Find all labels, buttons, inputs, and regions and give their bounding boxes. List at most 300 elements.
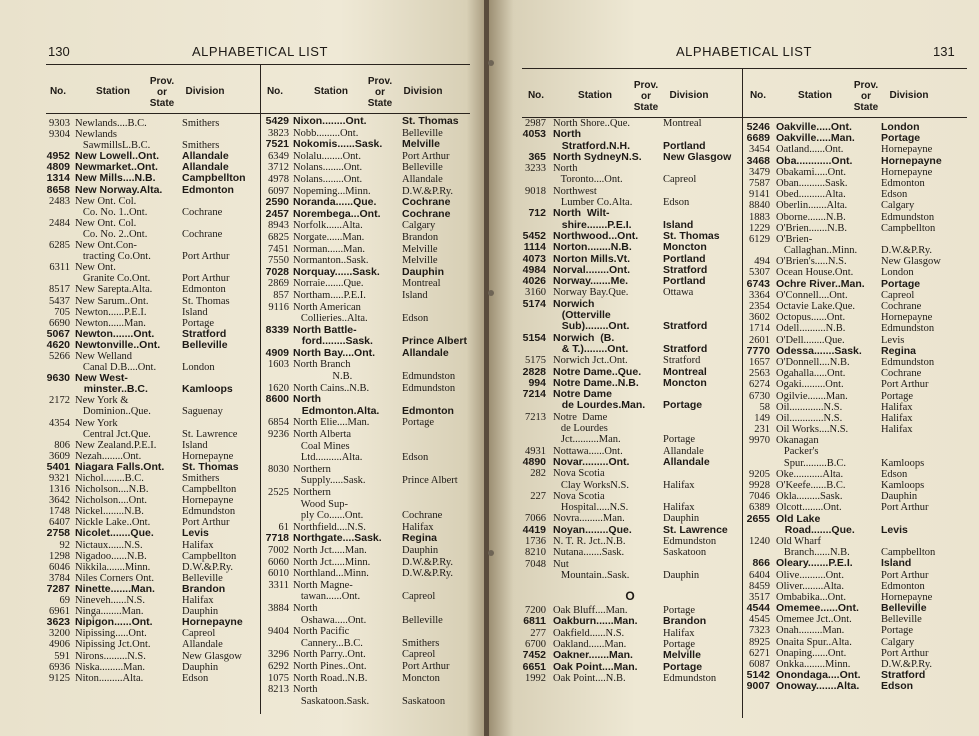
station-name: Oba............Ont.	[776, 154, 853, 167]
station-number: 7046	[749, 491, 770, 503]
station-entry	[44, 395, 258, 417]
header-division: Division	[403, 86, 443, 97]
station-name: de Lourdes.Man.	[553, 399, 646, 412]
station-name: & T.)........Ont.	[553, 342, 629, 355]
station-number: 6060	[268, 556, 289, 568]
division-name: Dauphin	[402, 265, 444, 278]
division-name: Saskatoon	[402, 695, 446, 707]
station-name: New Mills....N.B.	[75, 172, 156, 185]
entry-line	[263, 209, 475, 221]
station-name: Niles Corners Ont.	[75, 572, 155, 584]
station-entry	[744, 301, 976, 312]
entry-line	[520, 412, 740, 423]
division-name: Cochrane	[881, 301, 922, 312]
station-name: North	[293, 684, 318, 696]
station-name: Novra.........Man.	[553, 513, 625, 525]
station-number: 9304	[49, 129, 70, 141]
station-name: Hospital.....N.S.	[553, 502, 629, 514]
division-name: Allandale	[182, 150, 229, 163]
station-entry	[44, 462, 258, 473]
entry-line	[263, 232, 475, 244]
station-entry	[263, 464, 475, 487]
entry-line	[744, 323, 976, 334]
station-number: 6274	[749, 379, 770, 391]
station-entry	[44, 307, 258, 318]
entry-line	[263, 696, 475, 708]
entry-line	[44, 185, 258, 196]
division-name: Belleville	[402, 614, 443, 626]
station-entry	[44, 673, 258, 684]
station-number: 2354	[749, 301, 770, 312]
station-number: 6407	[49, 517, 70, 529]
station-entry	[520, 457, 740, 468]
station-name: Norgate......Man.	[293, 231, 365, 243]
station-name: tracting Co.Ont.	[75, 251, 151, 263]
station-name: Okla.........Sask.	[776, 491, 843, 503]
station-name: Collieries..Alta.	[293, 313, 368, 325]
division-name: Portage	[881, 277, 921, 290]
station-name: Ocean House.Ont.	[776, 267, 854, 279]
station-entry	[520, 299, 740, 333]
division-name: Portage	[402, 417, 435, 429]
station-entry	[263, 533, 475, 545]
entry-line	[520, 163, 740, 174]
station-name: Oil.............N.S.	[776, 412, 843, 424]
station-name: Norway Bay.Que.	[553, 287, 629, 299]
division-name: Edmundston	[663, 535, 717, 547]
station-name: Oak Point....Man.	[553, 660, 638, 673]
station-number: 857	[273, 289, 289, 301]
station-name: O'Brien's.....N.S.	[776, 256, 847, 268]
header-prov: Prov.	[853, 80, 879, 91]
entry-line	[44, 395, 258, 406]
entry-line	[263, 116, 475, 128]
entry-line	[520, 321, 740, 332]
station-entry	[744, 234, 976, 256]
station-name: North Alberta	[293, 429, 352, 441]
division-name: New Glasgow	[881, 256, 941, 268]
station-number: 806	[54, 439, 70, 451]
station-number: 7214	[522, 388, 546, 401]
station-entry	[44, 185, 258, 196]
station-name: Northern	[293, 487, 331, 498]
station-entry	[744, 323, 976, 334]
station-number: 1316	[49, 484, 70, 496]
station-name: Road.......Que.	[776, 523, 855, 536]
station-name: Stratford.N.H.	[553, 139, 631, 152]
station-number: 61	[278, 521, 289, 533]
station-entry	[44, 595, 258, 606]
station-number: 6292	[268, 660, 289, 672]
station-entry	[263, 580, 475, 603]
station-entry	[744, 625, 976, 636]
station-name: Northfield....N.S.	[293, 521, 366, 533]
division-name: Kamloops	[881, 480, 925, 491]
entry-line	[44, 595, 258, 606]
header-state: State	[149, 98, 175, 109]
entry-line	[44, 473, 258, 484]
entry-line	[520, 152, 740, 163]
station-name: Niagara Falls.Ont.	[75, 460, 165, 473]
station-entry	[744, 167, 976, 178]
division-name: Hornepayne	[881, 312, 933, 324]
station-name: Supply.....Sask.	[293, 475, 366, 487]
division-name: Dauphin	[663, 569, 700, 581]
entry-line	[744, 603, 976, 614]
station-number: 9970	[749, 435, 770, 447]
division-name: Moncton	[402, 672, 440, 684]
station-entry	[744, 514, 976, 536]
station-entry	[744, 368, 976, 379]
station-entry	[263, 348, 475, 360]
header-state: State	[853, 102, 879, 113]
station-name: New York &	[75, 395, 129, 407]
entry-line	[44, 462, 258, 473]
station-name: Old Lake	[776, 512, 821, 525]
left-page-number: 130	[48, 44, 70, 59]
division-name: Portage	[182, 317, 215, 329]
division-name: Halifax	[881, 401, 913, 413]
division-name: Calgary	[881, 200, 915, 212]
division-name: Halifax	[881, 412, 913, 424]
station-entry	[44, 340, 258, 351]
station-entry	[744, 267, 976, 278]
division-name: Saguenay	[182, 406, 223, 418]
station-number: 4545	[749, 614, 770, 626]
station-number: 6129	[749, 233, 770, 245]
station-number: 7200	[525, 605, 546, 617]
station-number: 282	[530, 468, 546, 480]
station-name: North	[553, 163, 578, 175]
entry-line	[520, 242, 740, 253]
station-number: 8600	[265, 393, 289, 406]
station-number: 5067	[46, 327, 70, 340]
right-running-title: ALPHABETICAL LIST	[676, 44, 812, 59]
station-number: 6854	[268, 417, 289, 429]
station-name: Norembega...Ont.	[293, 207, 381, 220]
division-name: Levis	[182, 527, 209, 540]
station-entry	[744, 681, 976, 692]
station-name: Nova Scotia	[553, 468, 605, 480]
station-entry	[263, 661, 475, 673]
station-number: 5174	[522, 297, 546, 310]
entry-line	[520, 662, 740, 673]
division-name: St. Thomas	[402, 115, 459, 127]
entry-line	[263, 290, 475, 302]
division-name: Halifax	[402, 521, 434, 533]
station-entry	[44, 173, 258, 184]
station-name: O'Donnell....N.B.	[776, 356, 850, 368]
station-name: Onah.........Man.	[776, 625, 845, 637]
station-number: 4978	[268, 173, 289, 185]
division-name: Kamloops	[182, 383, 233, 396]
entry-line	[263, 348, 475, 360]
station-entry	[744, 256, 976, 267]
station-entry	[263, 684, 475, 707]
station-number: 591	[54, 650, 70, 662]
division-name: Halifax	[182, 595, 214, 607]
entry-line	[744, 256, 976, 267]
division-name: Dauphin	[182, 606, 219, 618]
station-name: ford........Sask.	[293, 335, 373, 348]
division-name: Hornepayne	[182, 450, 234, 462]
station-entry	[44, 506, 258, 517]
station-name: Onaita Spur..Alta.	[776, 636, 852, 648]
station-number: 3712	[268, 162, 289, 174]
division-name: Prince Albert	[402, 475, 458, 487]
station-name: Odell..........N.B.	[776, 323, 846, 335]
station-number: 231	[754, 424, 770, 436]
division-name: Montreal	[663, 118, 702, 129]
station-number: 3823	[268, 127, 289, 139]
division-name: St. Thomas	[182, 295, 230, 307]
division-name: Moncton	[663, 376, 707, 389]
division-name: Allandale	[182, 161, 229, 174]
division-name: Portland	[663, 139, 706, 152]
station-name: Odessa.......Sask.	[776, 344, 862, 357]
entry-line	[44, 229, 258, 240]
division-name: Port Arthur	[881, 569, 929, 581]
entry-line	[744, 536, 976, 547]
station-entry	[520, 276, 740, 287]
division-name: Belleville	[402, 127, 443, 139]
station-entry	[263, 116, 475, 128]
entry-line	[744, 279, 976, 290]
station-entry	[44, 196, 258, 218]
station-number: 7770	[746, 344, 770, 357]
entry-line	[263, 302, 475, 314]
station-entry	[263, 603, 475, 626]
station-name: Oakburn......Man.	[553, 615, 638, 628]
station-entry	[520, 208, 740, 231]
station-entry	[263, 290, 475, 302]
station-name: Co. No. 1..Ont.	[75, 206, 148, 218]
station-entry	[263, 325, 475, 348]
station-name: New Norway.Alta.	[75, 183, 163, 196]
station-number: 2601	[749, 334, 770, 346]
entry-line	[263, 499, 475, 511]
station-name: New Zealand.P.E.I.	[75, 439, 157, 451]
division-name: Campbellton	[881, 222, 936, 234]
station-entry	[44, 528, 258, 539]
station-number: 705	[54, 306, 70, 318]
station-number: 6389	[749, 502, 770, 514]
division-name: Port Arthur	[182, 273, 230, 285]
station-name: Newton......P.E.I.	[75, 306, 147, 318]
division-name: Montreal	[402, 278, 441, 290]
station-number: 8210	[525, 547, 546, 559]
entry-line	[44, 296, 258, 307]
station-number: 3296	[268, 649, 289, 661]
division-name: Edson	[881, 680, 914, 693]
entry-line	[44, 284, 258, 295]
station-name: Nineveh......N.S.	[75, 595, 145, 607]
station-name: Jct..........Man.	[553, 434, 621, 446]
division-name: New Glasgow	[663, 150, 732, 163]
entry-line	[263, 313, 475, 325]
entry-line	[520, 650, 740, 661]
binding-hole	[488, 290, 494, 296]
station-name: Norton Mills.Vt.	[553, 252, 630, 265]
entry-line	[263, 162, 475, 174]
entry-line	[744, 156, 976, 167]
header-or: or	[157, 87, 167, 98]
station-entry	[744, 648, 976, 659]
station-entry	[263, 197, 475, 209]
station-number: 2172	[49, 395, 70, 407]
header-station: Station	[578, 90, 612, 101]
entry-line	[44, 351, 258, 362]
header-no: No.	[749, 90, 767, 101]
division-name: Belleville	[182, 572, 223, 584]
entry-line	[520, 536, 740, 547]
header-prov-or-state	[848, 80, 884, 114]
station-number: 6743	[746, 277, 770, 290]
station-number: 7587	[749, 177, 770, 189]
station-name: Octopus......Ont.	[776, 312, 846, 324]
station-number: 5429	[265, 115, 289, 127]
station-entry	[44, 418, 258, 440]
entry-line	[744, 525, 976, 536]
division-name: Capreol	[402, 591, 436, 603]
station-name: O'Brien.......N.B.	[776, 222, 848, 234]
header-prov-or-state	[362, 76, 398, 110]
station-entry	[744, 603, 976, 614]
station-name: shire.......P.E.I.	[553, 218, 632, 231]
header-no: No.	[266, 86, 284, 97]
station-entry	[744, 223, 976, 234]
station-name: Niton.........Alta.	[75, 672, 144, 684]
station-column-4	[744, 122, 976, 693]
station-number: 866	[752, 557, 770, 570]
station-number: 9303	[49, 118, 70, 129]
division-name: Edson	[182, 672, 209, 684]
station-number: 277	[530, 627, 546, 639]
station-entry	[263, 649, 475, 661]
station-name: Onaping......Ont.	[776, 647, 847, 659]
station-name: New Sarum..Ont.	[75, 295, 149, 307]
station-name: Ogaki.........Ont.	[776, 379, 844, 391]
station-number: 6690	[49, 317, 70, 329]
station-name: Oakner.......Man.	[553, 649, 633, 662]
entry-line	[263, 174, 475, 186]
station-number: 1075	[268, 672, 289, 684]
station-name: Ninga........Man.	[75, 606, 144, 618]
station-name: Northland...Minn.	[293, 568, 369, 580]
station-name: Nixon........Ont.	[293, 115, 367, 127]
station-number: 9205	[749, 468, 770, 480]
station-entry	[744, 614, 976, 625]
station-entry	[263, 244, 475, 256]
entry-line	[263, 452, 475, 464]
station-number: 3642	[49, 495, 70, 507]
station-name: Notre Dame..Que.	[553, 365, 642, 378]
station-number: 4906	[49, 639, 70, 651]
station-name: Oke...........Alta.	[776, 468, 844, 480]
entry-line	[44, 562, 258, 573]
entry-line	[520, 344, 740, 355]
entry-line	[520, 513, 740, 524]
station-name: Oshawa.....Ont.	[293, 614, 367, 626]
division-name: Smithers	[402, 637, 440, 649]
station-entry	[744, 144, 976, 155]
division-name: Stratford	[663, 320, 708, 333]
station-name: Spur.........B.C.	[776, 457, 847, 469]
right-column-divider	[742, 68, 743, 718]
station-number: 3884	[268, 602, 289, 614]
entry-line	[44, 584, 258, 595]
entry-line	[44, 429, 258, 440]
station-entry	[744, 200, 976, 211]
binding-hole	[488, 60, 494, 66]
header-division: Division	[669, 90, 709, 101]
division-name: Allandale	[402, 173, 443, 185]
binding-hole	[488, 550, 494, 556]
division-name: Dauphin	[881, 491, 918, 503]
entry-line	[744, 133, 976, 144]
station-number: 2563	[749, 368, 770, 380]
station-entry	[744, 581, 976, 592]
station-number: 149	[754, 412, 770, 424]
entry-line	[263, 278, 475, 290]
station-number: 4931	[525, 445, 546, 457]
entry-line	[263, 487, 475, 499]
station-entry	[44, 584, 258, 595]
entry-line	[263, 371, 475, 383]
division-name: Edson	[402, 313, 429, 325]
station-name: Central Jct.Que.	[75, 428, 151, 440]
station-number: 3233	[525, 163, 546, 175]
division-name: Smithers	[182, 118, 220, 129]
station-number: 2483	[49, 195, 70, 207]
station-name: Co. No. 2..Ont.	[75, 228, 148, 240]
entry-line	[744, 637, 976, 648]
station-name: ply Co......Ont.	[293, 510, 364, 522]
station-name: North Bay....Ont.	[293, 346, 376, 359]
division-name: Moncton	[663, 241, 707, 254]
station-number: 1620	[268, 382, 289, 394]
station-name: Olcott........Ont.	[776, 502, 842, 514]
entry-line	[744, 614, 976, 625]
station-number: 4544	[746, 602, 770, 615]
station-name: Canal D.B....Ont.	[75, 362, 157, 374]
station-entry	[520, 559, 740, 582]
station-name: (Otterville	[553, 309, 611, 322]
station-entry	[263, 545, 475, 557]
station-name: North Pines..Ont.	[293, 660, 367, 672]
division-name: Levis	[881, 523, 908, 536]
header-prov: Prov.	[633, 80, 659, 91]
entry-line	[44, 617, 258, 628]
station-name: North Jct.....Minn.	[293, 556, 371, 568]
entry-line	[520, 616, 740, 627]
station-name: North Elie....Man.	[293, 417, 370, 429]
entry-line	[744, 491, 976, 502]
station-name: minster..B.C.	[75, 383, 148, 396]
division-name: St. Thomas	[663, 229, 720, 242]
entry-line	[520, 129, 740, 140]
division-name: Allandale	[663, 455, 710, 468]
division-name: St. Lawrence	[663, 523, 728, 536]
station-name: Newlands	[75, 129, 117, 141]
station-number: 4053	[522, 128, 546, 141]
entry-line	[263, 568, 475, 580]
division-name: New Glasgow	[182, 650, 242, 662]
entry-line	[263, 510, 475, 522]
entry-line	[263, 684, 475, 696]
station-column-2	[263, 116, 475, 707]
entry-line	[44, 173, 258, 184]
